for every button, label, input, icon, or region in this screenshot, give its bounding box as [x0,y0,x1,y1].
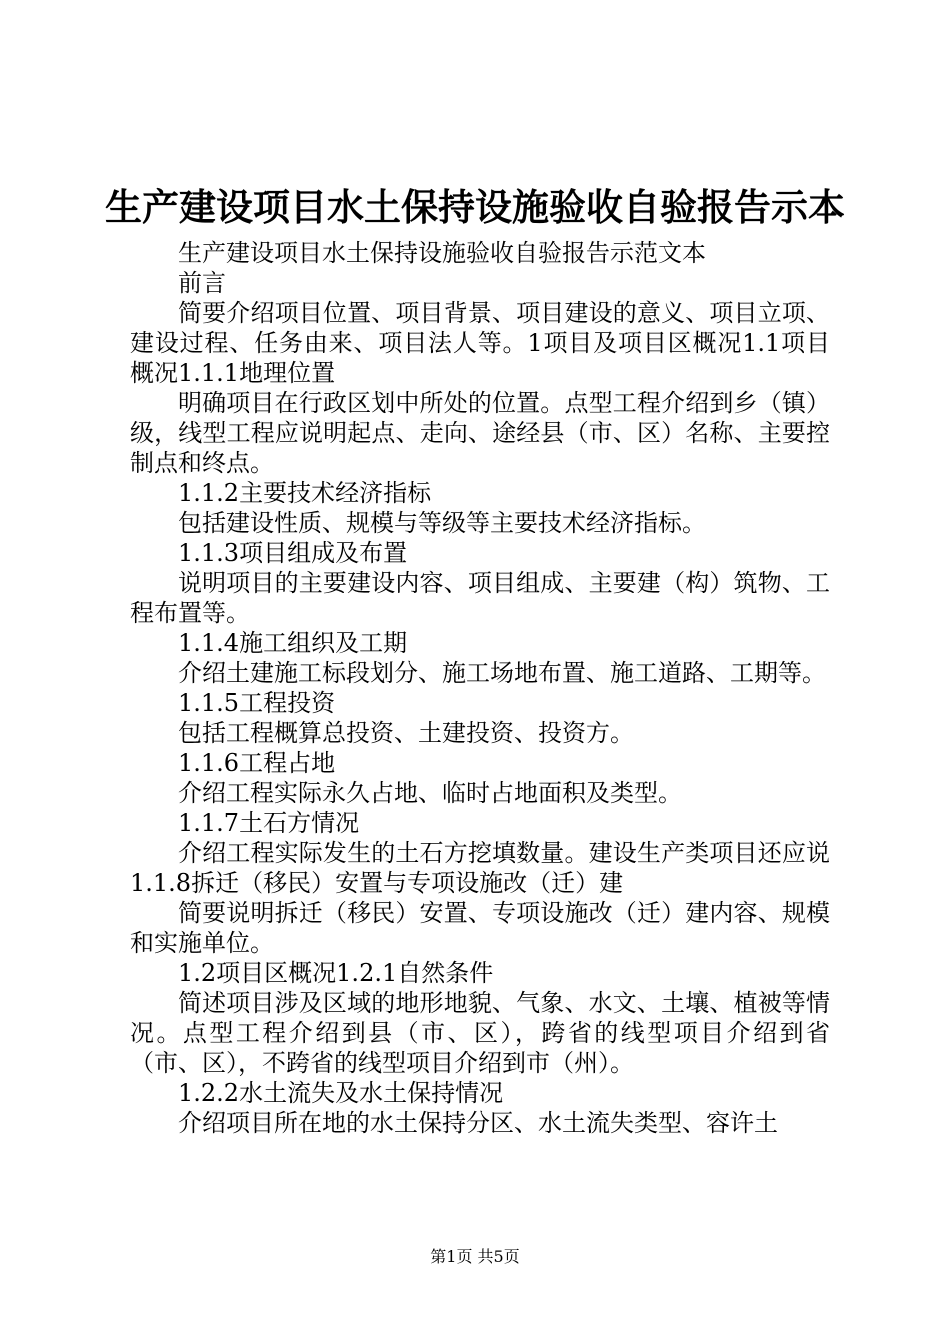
paragraph: 1.1.6工程占地 [178,749,336,777]
paragraph: 简述项目涉及区域的地形地貌、气象、水文、土壤、植被等情况。点型工程介绍到县（市、区），跨省的线型项目介绍到省（市、区），不跨省的线型项目介绍到市（州）。 [130,989,830,1077]
paragraph: 简要说明拆迁（移民）安置、专项设施改（迁）建内容、规模和实施单位。 [130,899,830,957]
paragraph: 介绍工程实际永久占地、临时占地面积及类型。 [178,779,682,807]
paragraph: 明确项目在行政区划中所处的位置。点型工程介绍到乡（镇）级，线型工程应说明起点、走向、途经县（市、区）名称、主要控制点和终点。 [130,389,830,477]
paragraph: 1.1.4施工组织及工期 [178,629,408,657]
document-title: 生产建设项目水土保持设施验收自验报告示本 [105,186,845,229]
paragraph: 包括建设性质、规模与等级等主要技术经济指标。 [178,509,706,537]
paragraph: 1.1.5工程投资 [178,689,336,717]
document-body [130,238,830,1138]
paragraph: 1.2项目区概况1.2.1自然条件 [178,959,494,987]
paragraph: 1.2.2水土流失及水土保持情况 [178,1079,504,1107]
paragraph: 前言 [178,269,226,297]
paragraph: 1.1.3项目组成及布置 [178,539,408,567]
paragraph: 介绍项目所在地的水土保持分区、水土流失类型、容许土 [178,1109,778,1137]
paragraph: 生产建设项目水土保持设施验收自验报告示范文本 [178,239,706,267]
page-footer: 第1页 共5页 [430,1247,520,1266]
paragraph: 介绍工程实际发生的土石方挖填数量。建设生产类项目还应说1.1.8拆迁（移民）安置与专项设施改（迁）建 [130,839,830,897]
paragraph: 1.1.2主要技术经济指标 [178,479,432,507]
paragraph: 简要介绍项目位置、项目背景、项目建设的意义、项目立项、建设过程、任务由来、项目法人等。1项目及项目区概况1.1项目概况1.1.1地理位置 [130,299,830,387]
paragraph: 1.1.7土石方情况 [178,809,360,837]
paragraph: 介绍土建施工标段划分、施工场地布置、施工道路、工期等。 [178,659,826,687]
paragraph: 说明项目的主要建设内容、项目组成、主要建（构）筑物、工程布置等。 [130,569,830,627]
paragraph: 包括工程概算总投资、土建投资、投资方。 [178,719,634,747]
